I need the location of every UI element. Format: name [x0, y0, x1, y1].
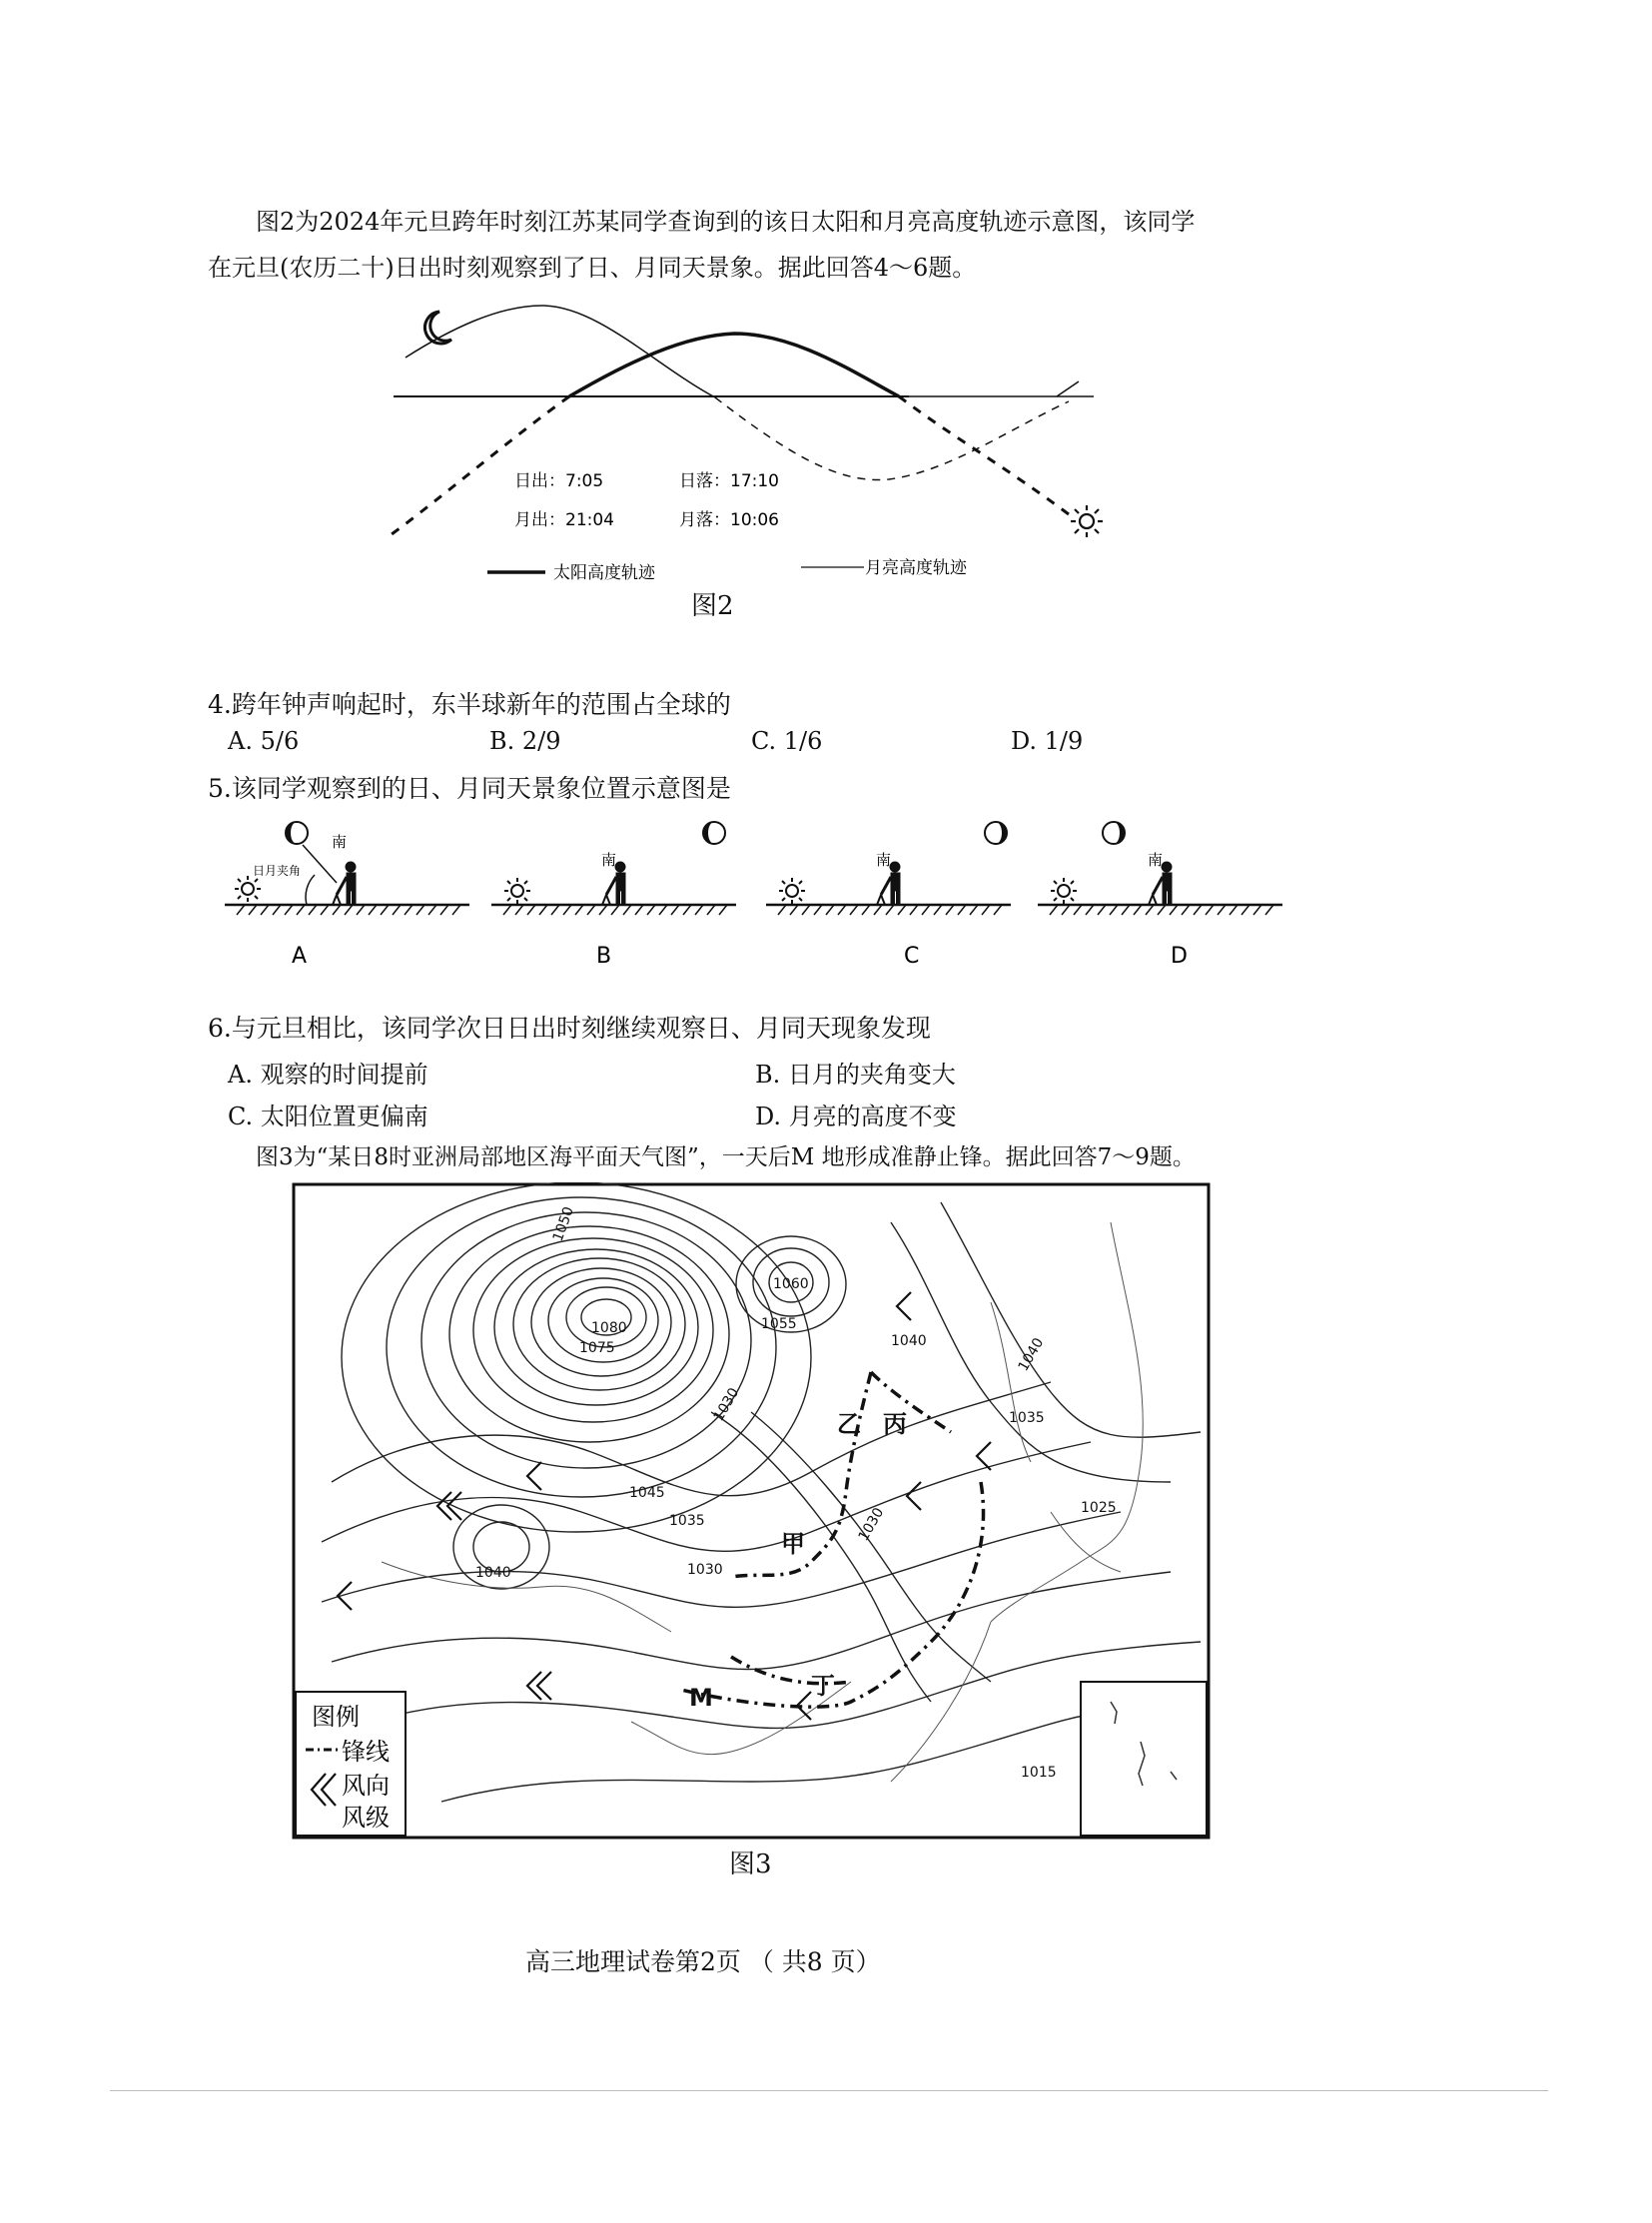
q5-label-b: B	[596, 944, 612, 969]
sun-icon	[1071, 505, 1103, 537]
place-yi: 乙	[837, 1410, 861, 1438]
south-label: 南	[601, 851, 617, 869]
moon-trajectory-below	[715, 397, 1069, 480]
svg-text:1015: 1015	[1021, 1765, 1057, 1781]
svg-text:1040: 1040	[475, 1565, 511, 1581]
place-bing: 丙	[883, 1410, 907, 1438]
q4-stem: 4.跨年钟声响起时，东半球新年的范围占全球的	[208, 690, 731, 719]
q5-option-b-diagram	[491, 822, 736, 915]
q5-label-a: A	[292, 944, 308, 969]
svg-text:1025: 1025	[1081, 1500, 1117, 1516]
legend-moon-label: 月亮高度轨迹	[865, 558, 967, 578]
svg-text:1040: 1040	[891, 1333, 927, 1349]
q5-option-d-diagram	[1038, 822, 1282, 915]
svg-text:1035: 1035	[1009, 1410, 1045, 1426]
moon-trajectory-above	[406, 306, 715, 397]
sun-icon	[779, 878, 805, 904]
moon-icon	[985, 822, 1007, 844]
legend-wind-label1: 风向	[342, 1772, 390, 1800]
svg-text:1030: 1030	[710, 1385, 743, 1424]
south-label: 南	[876, 851, 892, 869]
svg-text:1060: 1060	[773, 1276, 809, 1292]
moon-icon	[424, 312, 451, 344]
q5-label-d: D	[1171, 944, 1188, 969]
q6-option-d: D. 月亮的高度不变	[755, 1103, 957, 1130]
intro2-line2: 在元旦(农历二十)日出时刻观察到了日、月同天景象。据此回答4～6题。	[208, 254, 977, 282]
sun-icon	[1051, 878, 1077, 904]
svg-text:1055: 1055	[761, 1316, 797, 1332]
place-ding: 丁	[811, 1672, 835, 1700]
place-jia: 甲	[781, 1530, 805, 1558]
map-legend	[296, 1692, 406, 1836]
svg-text:1045: 1045	[629, 1485, 665, 1501]
q6-option-b: B. 日月的夹角变大	[755, 1061, 956, 1089]
map-frame	[294, 1184, 1209, 1838]
svg-text:1035: 1035	[669, 1513, 705, 1529]
q6-option-c: C. 太阳位置更偏南	[228, 1103, 428, 1130]
moon-icon	[703, 822, 725, 844]
moon-icon	[1103, 822, 1125, 844]
svg-text:1040: 1040	[1015, 1335, 1048, 1374]
q6-option-a: A. 观察的时间提前	[228, 1061, 428, 1089]
figure-2-diagram	[370, 290, 1129, 629]
legend-sun-label: 太阳高度轨迹	[553, 563, 655, 583]
svg-text:1050: 1050	[549, 1204, 577, 1244]
south-label: 南	[332, 833, 348, 851]
moonset-label: 月落：10:06	[679, 510, 779, 530]
q5-option-a-diagram	[225, 822, 469, 915]
sun-trajectory-above	[569, 334, 899, 396]
svg-text:1030: 1030	[855, 1505, 888, 1544]
svg-text:1080: 1080	[591, 1320, 627, 1336]
south-label: 南	[1148, 851, 1164, 869]
q4-option-b: B. 2/9	[489, 727, 561, 755]
q5-stem: 5.该同学观察到的日、月同天景象位置示意图是	[208, 774, 731, 803]
page-footer: 高三地理试卷第2页 （ 共8 页）	[525, 1947, 881, 1976]
svg-text:1030: 1030	[687, 1562, 723, 1578]
observer-icon	[333, 862, 356, 905]
q5-option-c-diagram	[766, 822, 1011, 915]
intro2-line1: 图2为2024年元旦跨年时刻江苏某同学查询到的该日太阳和月亮高度轨迹示意图，该同学	[256, 208, 1196, 236]
inset-map	[1081, 1682, 1207, 1836]
q5-options-diagram	[215, 811, 1303, 981]
q4-option-a: A. 5/6	[228, 727, 300, 755]
place-m: M	[689, 1684, 713, 1712]
sunset-label: 日落：17:10	[679, 471, 779, 491]
q4-option-c: C. 1/6	[751, 727, 823, 755]
figure-3-weather-map	[292, 1182, 1221, 1842]
legend-title: 图例	[312, 1703, 360, 1731]
intro3: 图3为“某日8时亚洲局部地区海平面天气图”，一天后M 地形成准静止锋。据此回答7～9题。	[256, 1144, 1196, 1170]
sun-icon	[504, 878, 530, 904]
angle-label: 日月夹角	[253, 864, 302, 878]
q4-option-d: D. 1/9	[1011, 727, 1084, 755]
svg-text:1075: 1075	[579, 1340, 615, 1356]
q5-label-c: C	[904, 944, 920, 969]
legend-front-label: 锋线	[342, 1738, 390, 1766]
moonrise-label: 月出：21:04	[514, 510, 614, 530]
figure-2-caption: 图2	[691, 591, 734, 621]
moon-icon	[286, 822, 308, 844]
scan-edge-line	[110, 2090, 1548, 2091]
q6-stem: 6.与元旦相比，该同学次日日出时刻继续观察日、月同天现象发现	[208, 1014, 931, 1043]
sunrise-label: 日出：7:05	[514, 471, 604, 491]
legend-wind-label2: 风级	[342, 1804, 390, 1832]
sun-icon	[235, 876, 261, 902]
horizon-tick	[1057, 381, 1079, 396]
figure-3-caption: 图3	[729, 1850, 772, 1879]
